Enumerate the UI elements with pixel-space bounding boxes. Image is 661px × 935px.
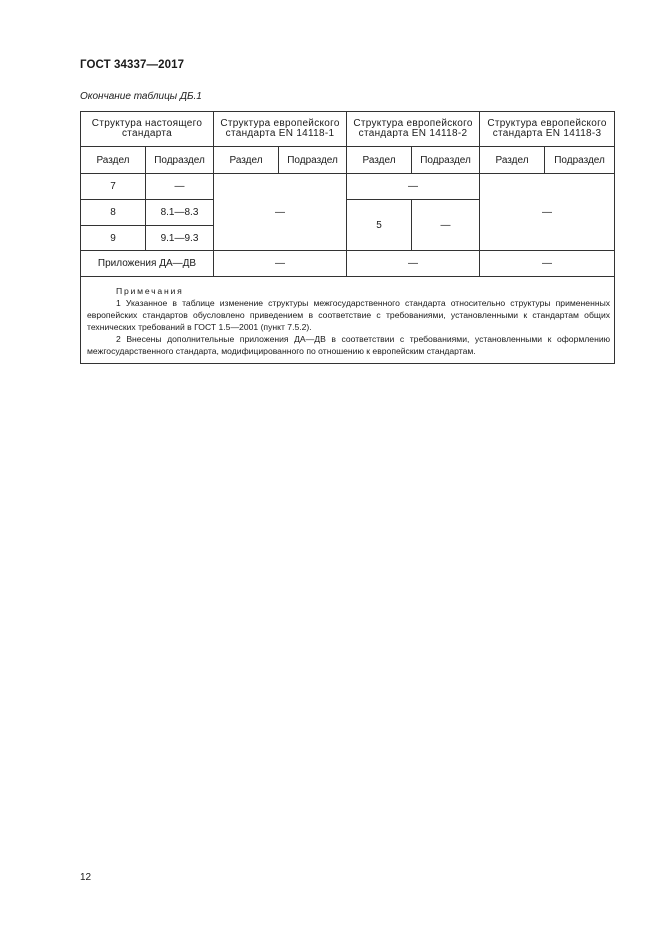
document-header: ГОСТ 34337—2017 (80, 59, 185, 71)
cell-razdel: 8 (81, 200, 146, 226)
note-item: 1 Указанное в таблице изменение структуры межгосударственного стандарта относительно структуры примененных европейских стандартов обусловлено приведением в соответствие с требованиями, установленными к стандартам общих технических требований в ГОСТ 1.5—2001 (пункт 7.5.2). (87, 298, 611, 332)
cell-en2-razdel: 5 (347, 200, 412, 251)
header-en-14118-1: Структура европейского стандарта EN 14118-1 (214, 112, 347, 147)
page-number: 12 (80, 872, 92, 883)
subheader-podrazdel: Подраздел (412, 147, 480, 174)
header-en-14118-3: Структура европейского стандарта EN 14118-3 (480, 112, 615, 147)
structure-table (80, 111, 615, 364)
subheader-razdel: Раздел (214, 147, 279, 174)
subheader-razdel: Раздел (81, 147, 146, 174)
subheader-podrazdel: Подраздел (545, 147, 615, 174)
header-en-14118-2: Структура европейского стандарта EN 14118-2 (347, 112, 480, 147)
notes-title: Примечания (116, 286, 184, 296)
note-item: 2 Внесены дополнительные приложения ДА—ДВ в соответствии с требованиями, установленными к оформлению межгосударственного стандарта, модифицированного по отношению к европейским стандартам. (87, 334, 611, 356)
cell-razdel: 9 (81, 226, 146, 251)
cell-podrazdel: 9.1—9.3 (146, 226, 214, 251)
table-caption: Окончание таблицы ДБ.1 (80, 91, 202, 102)
subheader-razdel: Раздел (347, 147, 412, 174)
cell-en2-podrazdel: — (412, 200, 480, 251)
cell-annex-en1: — (214, 251, 347, 277)
subheader-razdel: Раздел (480, 147, 545, 174)
cell-en1-merged: — (214, 174, 347, 251)
header-current-standard: Структура настоящего стандарта (81, 112, 214, 147)
subheader-podrazdel: Подраздел (146, 147, 214, 174)
cell-en3-merged: — (480, 174, 615, 251)
cell-annex-label: Приложения ДА—ДВ (81, 251, 214, 277)
cell-en2-row7: — (347, 174, 480, 200)
cell-podrazdel: — (146, 174, 214, 200)
cell-annex-en2: — (347, 251, 480, 277)
subheader-podrazdel: Подраздел (279, 147, 347, 174)
cell-annex-en3: — (480, 251, 615, 277)
notes-cell (81, 277, 615, 364)
cell-podrazdel: 8.1—8.3 (146, 200, 214, 226)
cell-razdel: 7 (81, 174, 146, 200)
